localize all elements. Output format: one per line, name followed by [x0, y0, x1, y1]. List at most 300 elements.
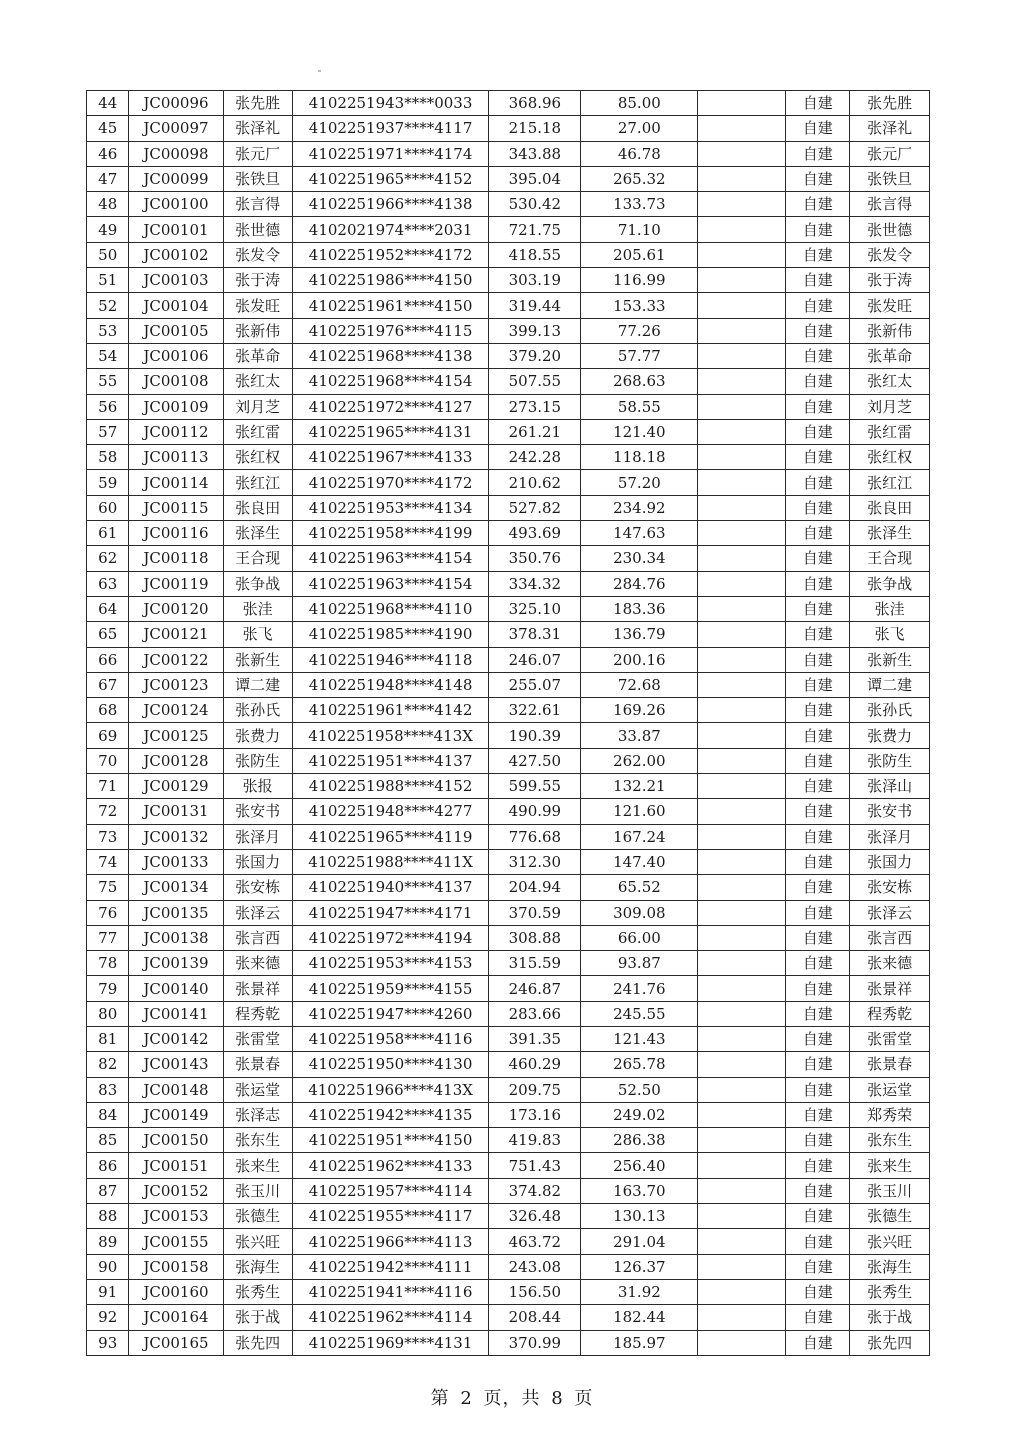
id-number: 4102251976****4115 — [292, 318, 489, 343]
owner-name: 张飞 — [850, 622, 930, 647]
area-building: 241.76 — [581, 976, 698, 1001]
household-name: 张国力 — [223, 849, 292, 874]
owner-name: 张孙氏 — [850, 698, 930, 723]
record-code: JC00105 — [129, 318, 223, 343]
row-number: 66 — [87, 647, 129, 672]
row-number: 57 — [87, 419, 129, 444]
remark-cell — [698, 1305, 786, 1330]
id-number: 4102251947****4260 — [292, 1001, 489, 1026]
owner-name: 张红太 — [850, 369, 930, 394]
row-number: 46 — [87, 141, 129, 166]
id-number: 4102021974****2031 — [292, 217, 489, 242]
area-total: 303.19 — [489, 268, 581, 293]
area-total: 326.48 — [489, 1204, 581, 1229]
area-building: 268.63 — [581, 369, 698, 394]
id-number: 4102251969****4131 — [292, 1330, 489, 1355]
build-type: 自建 — [786, 1102, 850, 1127]
row-number: 64 — [87, 596, 129, 621]
area-building: 136.79 — [581, 622, 698, 647]
table-row — [87, 799, 930, 824]
table-row — [87, 116, 930, 141]
remark-cell — [698, 521, 786, 546]
build-type: 自建 — [786, 141, 850, 166]
row-number: 62 — [87, 546, 129, 571]
owner-name: 张铁旦 — [850, 166, 930, 191]
row-number: 44 — [87, 91, 129, 116]
id-number: 4102251958****4116 — [292, 1026, 489, 1051]
id-number: 4102251958****4199 — [292, 521, 489, 546]
row-number: 88 — [87, 1204, 129, 1229]
record-code: JC00098 — [129, 141, 223, 166]
build-type: 自建 — [786, 698, 850, 723]
remark-cell — [698, 91, 786, 116]
build-type: 自建 — [786, 166, 850, 191]
household-name: 张泽生 — [223, 521, 292, 546]
remark-cell — [698, 116, 786, 141]
household-name: 张言得 — [223, 192, 292, 217]
household-name: 张德生 — [223, 1204, 292, 1229]
id-number: 4102251951****4137 — [292, 748, 489, 773]
build-type: 自建 — [786, 1305, 850, 1330]
household-name: 张争战 — [223, 571, 292, 596]
table-row — [87, 91, 930, 116]
area-total: 308.88 — [489, 925, 581, 950]
table-row — [87, 900, 930, 925]
area-total: 255.07 — [489, 672, 581, 697]
table-row — [87, 571, 930, 596]
owner-name: 张红权 — [850, 445, 930, 470]
build-type: 自建 — [786, 318, 850, 343]
household-name: 张泽月 — [223, 824, 292, 849]
register-table — [86, 90, 930, 1356]
area-building: 118.18 — [581, 445, 698, 470]
remark-cell — [698, 748, 786, 773]
remark-cell — [698, 192, 786, 217]
id-number: 4102251966****413X — [292, 1077, 489, 1102]
record-code: JC00139 — [129, 951, 223, 976]
row-number: 68 — [87, 698, 129, 723]
area-building: 66.00 — [581, 925, 698, 950]
area-total: 599.55 — [489, 774, 581, 799]
build-type: 自建 — [786, 91, 850, 116]
row-number: 83 — [87, 1077, 129, 1102]
area-total: 334.32 — [489, 571, 581, 596]
id-number: 4102251957****4114 — [292, 1178, 489, 1203]
household-name: 张新生 — [223, 647, 292, 672]
owner-name: 程秀乾 — [850, 1001, 930, 1026]
remark-cell — [698, 925, 786, 950]
area-total: 370.99 — [489, 1330, 581, 1355]
area-building: 182.44 — [581, 1305, 698, 1330]
id-number: 4102251968****4138 — [292, 343, 489, 368]
owner-name: 张先胜 — [850, 91, 930, 116]
record-code: JC00104 — [129, 293, 223, 318]
row-number: 47 — [87, 166, 129, 191]
id-number: 4102251985****4190 — [292, 622, 489, 647]
row-number: 85 — [87, 1128, 129, 1153]
id-number: 4102251950****4130 — [292, 1052, 489, 1077]
record-code: JC00133 — [129, 849, 223, 874]
record-code: JC00155 — [129, 1229, 223, 1254]
area-building: 121.43 — [581, 1026, 698, 1051]
record-code: JC00120 — [129, 596, 223, 621]
record-code: JC00131 — [129, 799, 223, 824]
build-type: 自建 — [786, 824, 850, 849]
area-total: 427.50 — [489, 748, 581, 773]
household-name: 张良田 — [223, 495, 292, 520]
record-code: JC00135 — [129, 900, 223, 925]
record-code: JC00143 — [129, 1052, 223, 1077]
remark-cell — [698, 495, 786, 520]
area-total: 368.96 — [489, 91, 581, 116]
area-building: 126.37 — [581, 1254, 698, 1279]
id-number: 4102251963****4154 — [292, 571, 489, 596]
remark-cell — [698, 774, 786, 799]
table-row — [87, 293, 930, 318]
owner-name: 张红江 — [850, 470, 930, 495]
id-number: 4102251972****4127 — [292, 394, 489, 419]
owner-name: 张泽月 — [850, 824, 930, 849]
id-number: 4102251942****4111 — [292, 1254, 489, 1279]
area-building: 265.32 — [581, 166, 698, 191]
owner-name: 张防生 — [850, 748, 930, 773]
row-number: 82 — [87, 1052, 129, 1077]
table-row — [87, 1128, 930, 1153]
record-code: JC00152 — [129, 1178, 223, 1203]
area-total: 379.20 — [489, 343, 581, 368]
household-name: 张先四 — [223, 1330, 292, 1355]
table-row — [87, 1305, 930, 1330]
row-number: 51 — [87, 268, 129, 293]
build-type: 自建 — [786, 419, 850, 444]
row-number: 53 — [87, 318, 129, 343]
build-type: 自建 — [786, 116, 850, 141]
build-type: 自建 — [786, 849, 850, 874]
remark-cell — [698, 1330, 786, 1355]
record-code: JC00164 — [129, 1305, 223, 1330]
owner-name: 张新伟 — [850, 318, 930, 343]
table-row — [87, 217, 930, 242]
owner-name: 张来生 — [850, 1153, 930, 1178]
id-number: 4102251959****4155 — [292, 976, 489, 1001]
remark-cell — [698, 1077, 786, 1102]
area-building: 132.21 — [581, 774, 698, 799]
remark-cell — [698, 1279, 786, 1304]
household-name: 张红雷 — [223, 419, 292, 444]
id-number: 4102251971****4174 — [292, 141, 489, 166]
area-total: 243.08 — [489, 1254, 581, 1279]
build-type: 自建 — [786, 1026, 850, 1051]
record-code: JC00122 — [129, 647, 223, 672]
remark-cell — [698, 849, 786, 874]
record-code: JC00102 — [129, 242, 223, 267]
table-row — [87, 470, 930, 495]
remark-cell — [698, 698, 786, 723]
build-type: 自建 — [786, 976, 850, 1001]
owner-name: 张泽礼 — [850, 116, 930, 141]
record-code: JC00101 — [129, 217, 223, 242]
table-row — [87, 824, 930, 849]
area-building: 153.33 — [581, 293, 698, 318]
owner-name: 张发令 — [850, 242, 930, 267]
owner-name: 张先四 — [850, 1330, 930, 1355]
record-code: JC00108 — [129, 369, 223, 394]
area-building: 121.40 — [581, 419, 698, 444]
remark-cell — [698, 217, 786, 242]
owner-name: 张费力 — [850, 723, 930, 748]
table-row — [87, 875, 930, 900]
row-number: 79 — [87, 976, 129, 1001]
owner-name: 张发旺 — [850, 293, 930, 318]
record-code: JC00141 — [129, 1001, 223, 1026]
build-type: 自建 — [786, 1153, 850, 1178]
row-number: 50 — [87, 242, 129, 267]
table-row — [87, 1279, 930, 1304]
row-number: 72 — [87, 799, 129, 824]
household-name: 谭二建 — [223, 672, 292, 697]
id-number: 4102251943****0033 — [292, 91, 489, 116]
build-type: 自建 — [786, 1254, 850, 1279]
owner-name: 张新生 — [850, 647, 930, 672]
record-code: JC00123 — [129, 672, 223, 697]
table-row — [87, 622, 930, 647]
record-code: JC00115 — [129, 495, 223, 520]
remark-cell — [698, 1001, 786, 1026]
area-building: 147.63 — [581, 521, 698, 546]
record-code: JC00114 — [129, 470, 223, 495]
build-type: 自建 — [786, 495, 850, 520]
table-row — [87, 925, 930, 950]
owner-name: 张兴旺 — [850, 1229, 930, 1254]
household-name: 张革命 — [223, 343, 292, 368]
area-building: 167.24 — [581, 824, 698, 849]
record-code: JC00121 — [129, 622, 223, 647]
household-name: 张费力 — [223, 723, 292, 748]
build-type: 自建 — [786, 799, 850, 824]
owner-name: 张泽生 — [850, 521, 930, 546]
row-number: 78 — [87, 951, 129, 976]
row-number: 75 — [87, 875, 129, 900]
row-number: 48 — [87, 192, 129, 217]
footer-mid: 页，共 — [483, 1388, 541, 1409]
area-building: 93.87 — [581, 951, 698, 976]
id-number: 4102251970****4172 — [292, 470, 489, 495]
owner-name: 张来德 — [850, 951, 930, 976]
owner-name: 郑秀荣 — [850, 1102, 930, 1127]
record-code: JC00132 — [129, 824, 223, 849]
household-name: 张红权 — [223, 445, 292, 470]
table-row — [87, 1102, 930, 1127]
owner-name: 张安书 — [850, 799, 930, 824]
owner-name: 张安栋 — [850, 875, 930, 900]
table-row — [87, 369, 930, 394]
owner-name: 张于涛 — [850, 268, 930, 293]
household-name: 张先胜 — [223, 91, 292, 116]
record-code: JC00109 — [129, 394, 223, 419]
id-number: 4102251962****4133 — [292, 1153, 489, 1178]
remark-cell — [698, 166, 786, 191]
household-name: 张防生 — [223, 748, 292, 773]
build-type: 自建 — [786, 394, 850, 419]
remark-cell — [698, 900, 786, 925]
area-building: 256.40 — [581, 1153, 698, 1178]
row-number: 86 — [87, 1153, 129, 1178]
id-number: 4102251965****4152 — [292, 166, 489, 191]
owner-name: 张德生 — [850, 1204, 930, 1229]
table-row — [87, 1026, 930, 1051]
area-building: 284.76 — [581, 571, 698, 596]
area-building: 65.52 — [581, 875, 698, 900]
table-row — [87, 242, 930, 267]
area-building: 57.77 — [581, 343, 698, 368]
owner-name: 张玉川 — [850, 1178, 930, 1203]
remark-cell — [698, 672, 786, 697]
household-name: 张泽志 — [223, 1102, 292, 1127]
build-type: 自建 — [786, 723, 850, 748]
record-code: JC00112 — [129, 419, 223, 444]
id-number: 4102251966****4113 — [292, 1229, 489, 1254]
build-type: 自建 — [786, 521, 850, 546]
household-name: 张来生 — [223, 1153, 292, 1178]
household-name: 张秀生 — [223, 1279, 292, 1304]
remark-cell — [698, 596, 786, 621]
table-row — [87, 1077, 930, 1102]
area-building: 205.61 — [581, 242, 698, 267]
area-total: 395.04 — [489, 166, 581, 191]
record-code: JC00138 — [129, 925, 223, 950]
record-code: JC00125 — [129, 723, 223, 748]
owner-name: 张争战 — [850, 571, 930, 596]
household-name: 张铁旦 — [223, 166, 292, 191]
row-number: 92 — [87, 1305, 129, 1330]
record-code: JC00119 — [129, 571, 223, 596]
id-number: 4102251961****4150 — [292, 293, 489, 318]
table-row — [87, 698, 930, 723]
id-number: 4102251953****4134 — [292, 495, 489, 520]
area-building: 163.70 — [581, 1178, 698, 1203]
id-number: 4102251940****4137 — [292, 875, 489, 900]
household-name: 张于涛 — [223, 268, 292, 293]
household-name: 张安栋 — [223, 875, 292, 900]
table-row — [87, 596, 930, 621]
household-name: 张玉川 — [223, 1178, 292, 1203]
area-total: 209.75 — [489, 1077, 581, 1102]
area-building: 72.68 — [581, 672, 698, 697]
remark-cell — [698, 141, 786, 166]
build-type: 自建 — [786, 445, 850, 470]
owner-name: 张世德 — [850, 217, 930, 242]
record-code: JC00103 — [129, 268, 223, 293]
record-code: JC00128 — [129, 748, 223, 773]
remark-cell — [698, 622, 786, 647]
owner-name: 张元厂 — [850, 141, 930, 166]
area-total: 215.18 — [489, 116, 581, 141]
record-code: JC00142 — [129, 1026, 223, 1051]
area-total: 399.13 — [489, 318, 581, 343]
build-type: 自建 — [786, 1052, 850, 1077]
area-building: 265.78 — [581, 1052, 698, 1077]
area-building: 183.36 — [581, 596, 698, 621]
id-number: 4102251968****4154 — [292, 369, 489, 394]
household-name: 刘月芝 — [223, 394, 292, 419]
build-type: 自建 — [786, 622, 850, 647]
build-type: 自建 — [786, 875, 850, 900]
household-name: 张世德 — [223, 217, 292, 242]
household-name: 张新伟 — [223, 318, 292, 343]
id-number: 4102251962****4114 — [292, 1305, 489, 1330]
table-row — [87, 849, 930, 874]
area-total: 261.21 — [489, 419, 581, 444]
build-type: 自建 — [786, 1178, 850, 1203]
owner-name: 谭二建 — [850, 672, 930, 697]
area-building: 77.26 — [581, 318, 698, 343]
owner-name: 张言得 — [850, 192, 930, 217]
build-type: 自建 — [786, 1229, 850, 1254]
area-building: 71.10 — [581, 217, 698, 242]
id-number: 4102251986****4150 — [292, 268, 489, 293]
owner-name: 张海生 — [850, 1254, 930, 1279]
owner-name: 张洼 — [850, 596, 930, 621]
area-total: 493.69 — [489, 521, 581, 546]
area-total: 776.68 — [489, 824, 581, 849]
area-total: 315.59 — [489, 951, 581, 976]
area-total: 507.55 — [489, 369, 581, 394]
table-row — [87, 647, 930, 672]
owner-name: 张国力 — [850, 849, 930, 874]
id-number: 4102251937****4117 — [292, 116, 489, 141]
remark-cell — [698, 1153, 786, 1178]
owner-name: 张红雷 — [850, 419, 930, 444]
record-code: JC00118 — [129, 546, 223, 571]
area-building: 33.87 — [581, 723, 698, 748]
remark-cell — [698, 445, 786, 470]
remark-cell — [698, 824, 786, 849]
record-code: JC00151 — [129, 1153, 223, 1178]
id-number: 4102251967****4133 — [292, 445, 489, 470]
remark-cell — [698, 1229, 786, 1254]
remark-cell — [698, 1178, 786, 1203]
register-sheet — [86, 90, 930, 1356]
row-number: 63 — [87, 571, 129, 596]
owner-name: 张言西 — [850, 925, 930, 950]
table-row — [87, 774, 930, 799]
record-code: JC00124 — [129, 698, 223, 723]
table-row — [87, 1052, 930, 1077]
record-code: JC00099 — [129, 166, 223, 191]
table-row — [87, 723, 930, 748]
owner-name: 张革命 — [850, 343, 930, 368]
remark-cell — [698, 1254, 786, 1279]
row-number: 73 — [87, 824, 129, 849]
household-name: 张言西 — [223, 925, 292, 950]
area-total: 246.07 — [489, 647, 581, 672]
remark-cell — [698, 1102, 786, 1127]
area-building: 147.40 — [581, 849, 698, 874]
owner-name: 张雷堂 — [850, 1026, 930, 1051]
row-number: 89 — [87, 1229, 129, 1254]
build-type: 自建 — [786, 192, 850, 217]
build-type: 自建 — [786, 1077, 850, 1102]
build-type: 自建 — [786, 293, 850, 318]
build-type: 自建 — [786, 1128, 850, 1153]
household-name: 张泽礼 — [223, 116, 292, 141]
area-total: 325.10 — [489, 596, 581, 621]
record-code: JC00116 — [129, 521, 223, 546]
remark-cell — [698, 318, 786, 343]
area-building: 169.26 — [581, 698, 698, 723]
area-total: 204.94 — [489, 875, 581, 900]
area-total: 391.35 — [489, 1026, 581, 1051]
